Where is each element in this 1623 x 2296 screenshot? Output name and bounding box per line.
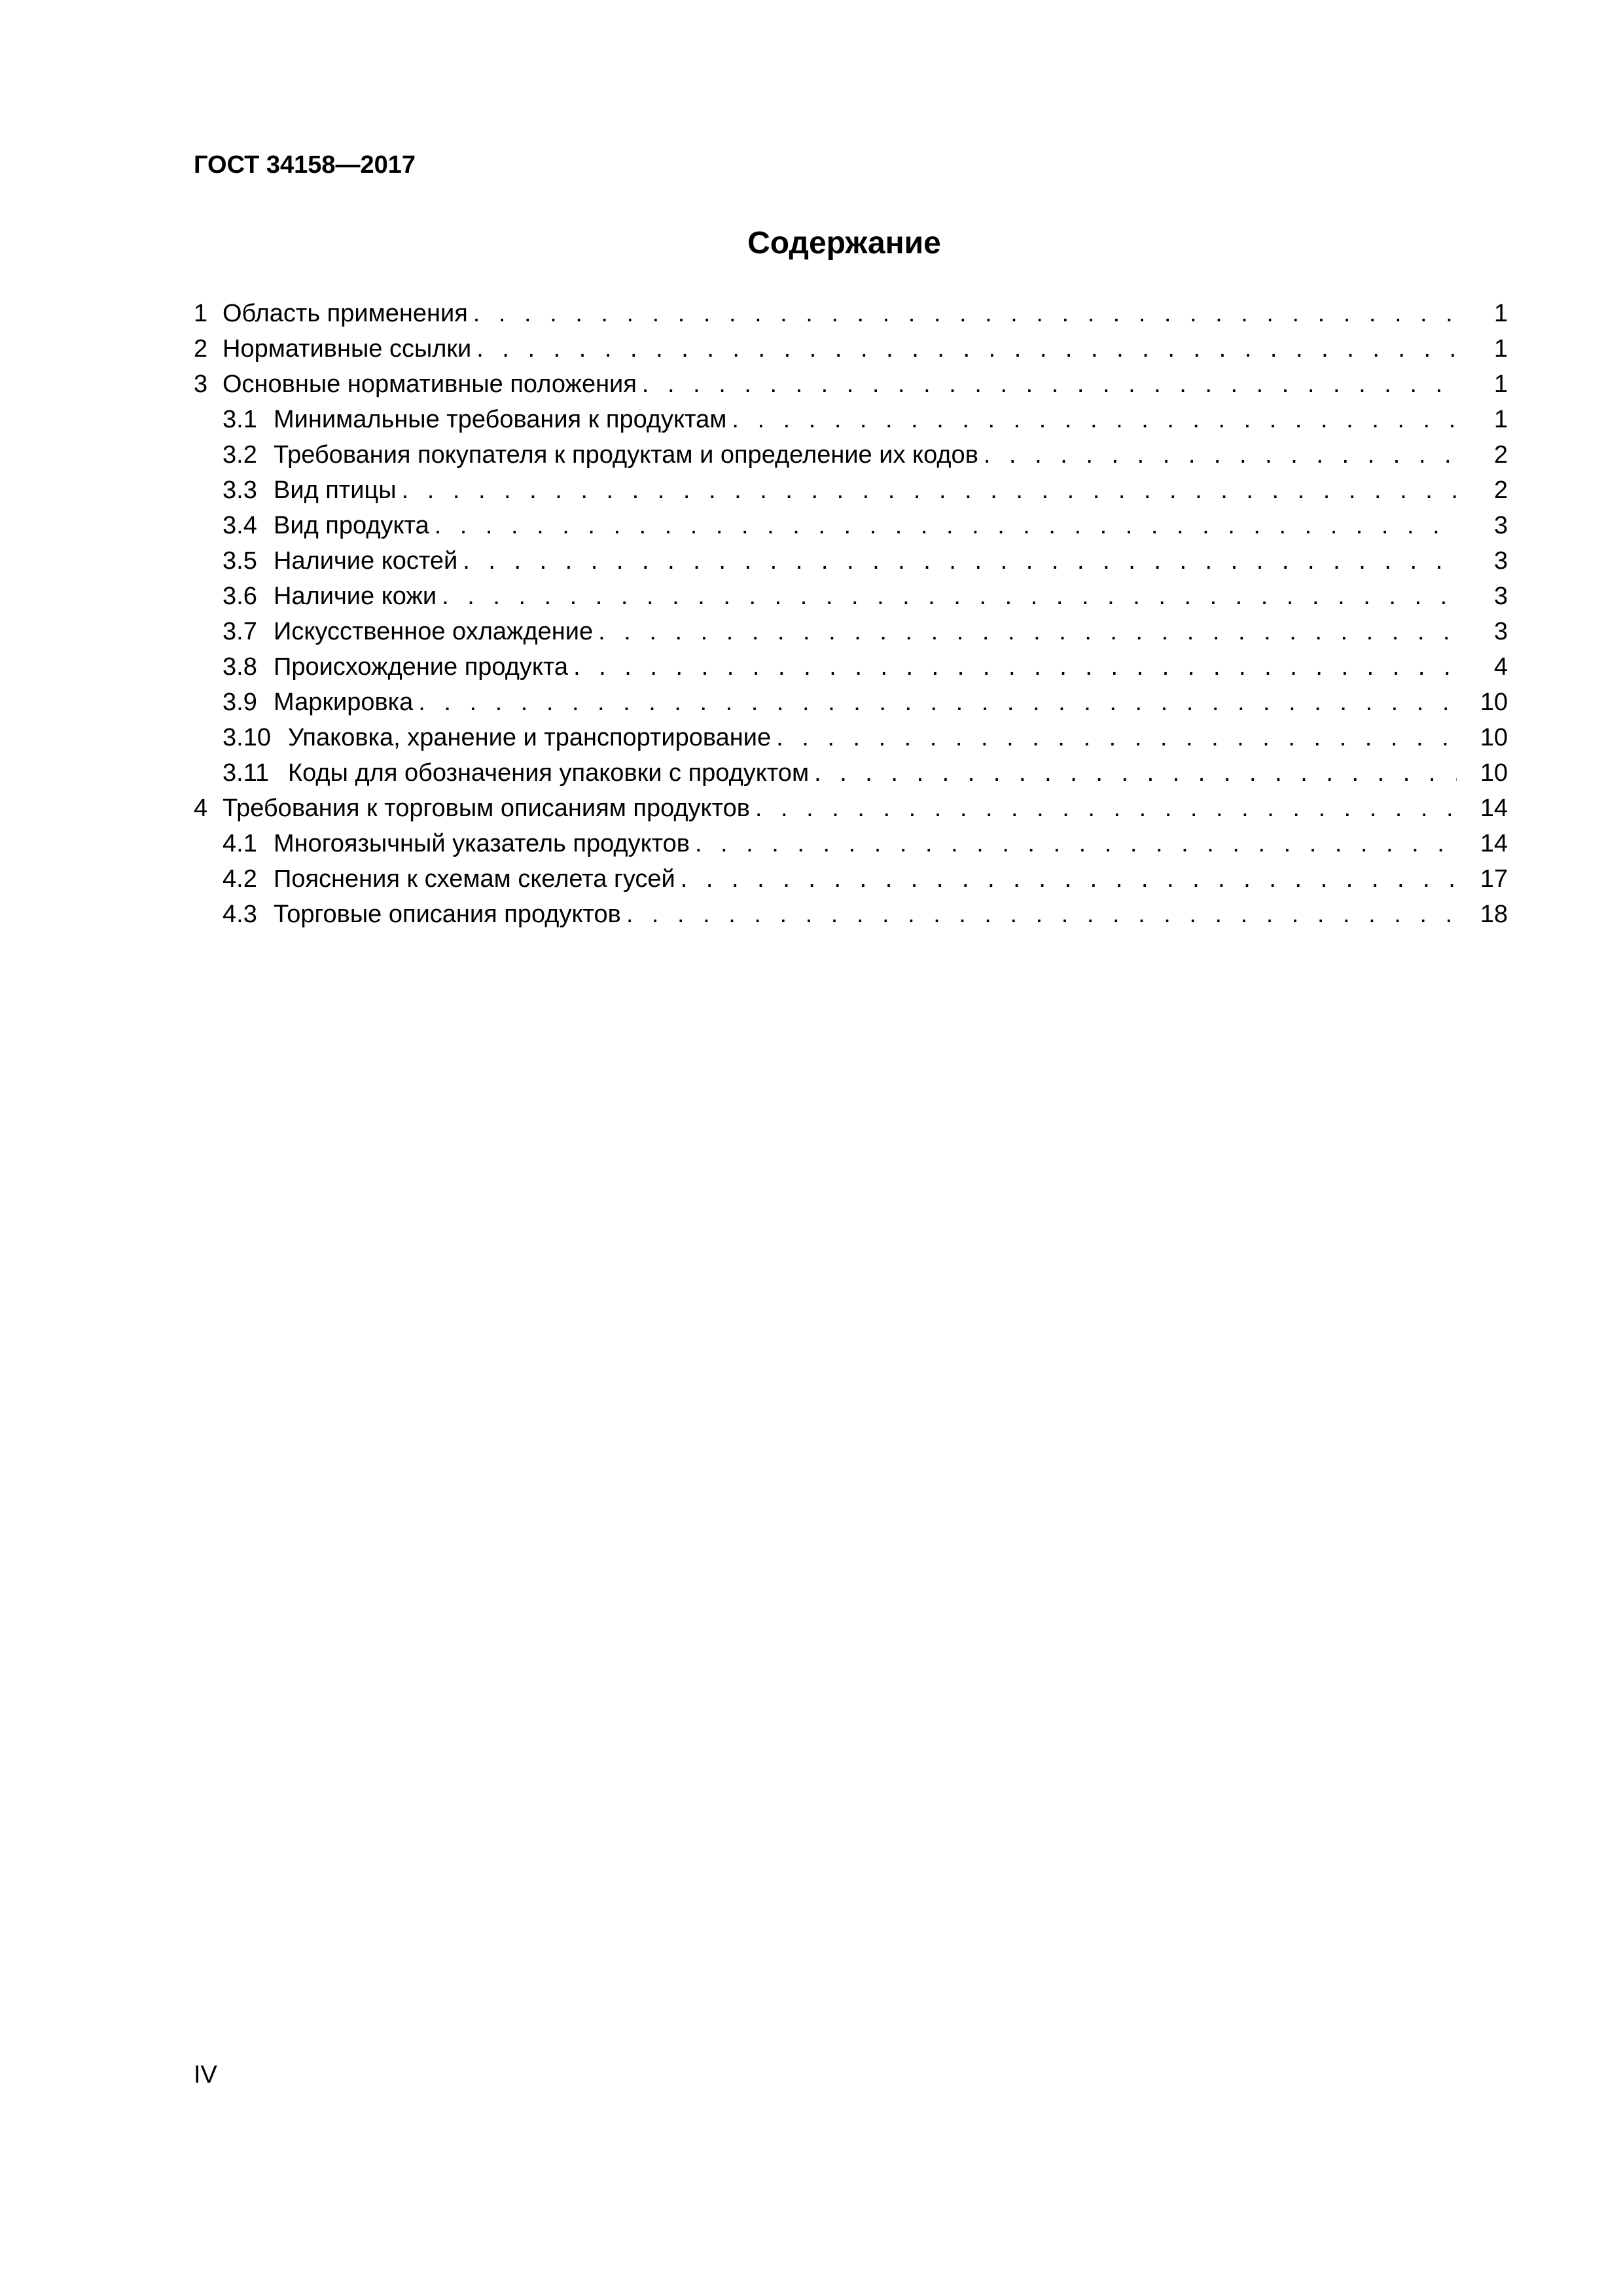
dot-leader <box>463 543 1457 579</box>
toc-entry-title: Происхождение продукта <box>274 653 569 681</box>
toc-title: Содержание <box>747 226 941 260</box>
dot-leader <box>626 897 1457 932</box>
toc-entry-number: 4.1 <box>223 830 257 857</box>
toc-entry-3-10[interactable] <box>194 720 1508 755</box>
toc-entry-title: Пояснения к схемам скелета гусей <box>274 865 675 893</box>
toc-entry-number: 3.4 <box>223 512 257 539</box>
table-of-contents <box>194 296 1508 932</box>
toc-entry-page: 1 <box>1493 335 1508 363</box>
toc-entry-title: Упаковка, хранение и транспортирование <box>288 724 772 751</box>
toc-entry-3-8[interactable] <box>194 649 1508 685</box>
dot-leader <box>476 331 1457 367</box>
toc-entry-number: 3.6 <box>223 583 257 610</box>
toc-entry-number: 3.2 <box>223 441 257 469</box>
toc-entry-page: 17 <box>1480 865 1508 893</box>
dot-leader <box>442 579 1457 614</box>
toc-entry-3-3[interactable] <box>194 473 1508 508</box>
toc-entry-4-2[interactable] <box>194 861 1508 897</box>
toc-entry-page: 14 <box>1480 830 1508 857</box>
toc-entry-page: 2 <box>1493 476 1508 504</box>
toc-entry-page: 3 <box>1493 512 1508 539</box>
dot-leader <box>642 367 1457 402</box>
toc-entry-number: 2 <box>194 335 208 363</box>
toc-entry-page: 1 <box>1493 300 1508 327</box>
toc-entry-title: Нормативные ссылки <box>223 335 472 363</box>
toc-entry-title: Минимальные требования к продуктам <box>274 406 727 433</box>
toc-entry-page: 3 <box>1493 618 1508 645</box>
toc-entry-number: 3.11 <box>223 759 270 787</box>
toc-entry-title: Искусственное охлаждение <box>274 618 594 645</box>
toc-entry-1[interactable] <box>194 296 1508 331</box>
page-number: IV <box>194 2061 217 2089</box>
toc-entry-number: 4.2 <box>223 865 257 893</box>
toc-entry-page: 18 <box>1480 901 1508 928</box>
toc-entry-page: 3 <box>1493 547 1508 575</box>
toc-entry-3[interactable] <box>194 367 1508 402</box>
dot-leader <box>598 614 1457 649</box>
dot-leader <box>814 755 1457 791</box>
toc-entry-number: 4.3 <box>223 901 257 928</box>
toc-entry-page: 14 <box>1480 795 1508 822</box>
toc-entry-3-4[interactable] <box>194 508 1508 543</box>
toc-entry-page: 3 <box>1493 583 1508 610</box>
toc-entry-page: 1 <box>1493 406 1508 433</box>
toc-entry-3-11[interactable] <box>194 755 1508 791</box>
toc-entry-number: 3.5 <box>223 547 257 575</box>
dot-leader <box>776 720 1457 755</box>
toc-entry-title: Многоязычный указатель продуктов <box>274 830 690 857</box>
toc-entry-title: Наличие костей <box>274 547 458 575</box>
toc-entry-title: Требования к торговым описаниям продуктов <box>223 795 750 822</box>
dot-leader <box>695 826 1457 861</box>
toc-entry-title: Коды для обозначения упаковки с продуктом <box>288 759 810 787</box>
toc-entry-3-9[interactable] <box>194 685 1508 720</box>
toc-entry-title: Требования покупателя к продуктам и определение их кодов <box>274 441 978 469</box>
toc-entry-3-7[interactable] <box>194 614 1508 649</box>
toc-entry-number: 3.7 <box>223 618 257 645</box>
toc-entry-page: 4 <box>1493 653 1508 681</box>
toc-entry-title: Основные нормативные положения <box>223 370 637 398</box>
dot-leader <box>732 402 1457 437</box>
dot-leader <box>681 861 1457 897</box>
toc-entry-3-2[interactable] <box>194 437 1508 473</box>
dot-leader <box>755 791 1457 826</box>
toc-entry-number: 1 <box>194 300 208 327</box>
toc-entry-4-1[interactable] <box>194 826 1508 861</box>
dot-leader <box>473 296 1457 331</box>
toc-entry-title: Торговые описания продуктов <box>274 901 621 928</box>
toc-entry-title: Маркировка <box>274 689 414 716</box>
dot-leader <box>402 473 1457 508</box>
toc-entry-4[interactable] <box>194 791 1508 826</box>
toc-entry-number: 3 <box>194 370 208 398</box>
toc-entry-page: 10 <box>1480 759 1508 787</box>
toc-entry-page: 2 <box>1493 441 1508 469</box>
toc-entry-page: 1 <box>1493 370 1508 398</box>
toc-entry-number: 3.1 <box>223 406 257 433</box>
dot-leader <box>984 437 1457 473</box>
toc-entry-page: 10 <box>1480 689 1508 716</box>
toc-entry-3-5[interactable] <box>194 543 1508 579</box>
toc-entry-number: 3.3 <box>223 476 257 504</box>
toc-entry-number: 3.9 <box>223 689 257 716</box>
toc-entry-3-6[interactable] <box>194 579 1508 614</box>
document-code: ГОСТ 34158—2017 <box>194 151 416 179</box>
toc-entry-2[interactable] <box>194 331 1508 367</box>
toc-entry-title: Вид продукта <box>274 512 429 539</box>
toc-entry-number: 3.10 <box>223 724 271 751</box>
toc-entry-title: Вид птицы <box>274 476 397 504</box>
dot-leader <box>418 685 1457 720</box>
toc-entry-title: Наличие кожи <box>274 583 437 610</box>
toc-entry-title: Область применения <box>223 300 468 327</box>
toc-entry-page: 10 <box>1480 724 1508 751</box>
toc-entry-4-3[interactable] <box>194 897 1508 932</box>
toc-entry-3-1[interactable] <box>194 402 1508 437</box>
toc-entry-number: 4 <box>194 795 208 822</box>
toc-entry-number: 3.8 <box>223 653 257 681</box>
dot-leader <box>573 649 1457 685</box>
dot-leader <box>435 508 1457 543</box>
